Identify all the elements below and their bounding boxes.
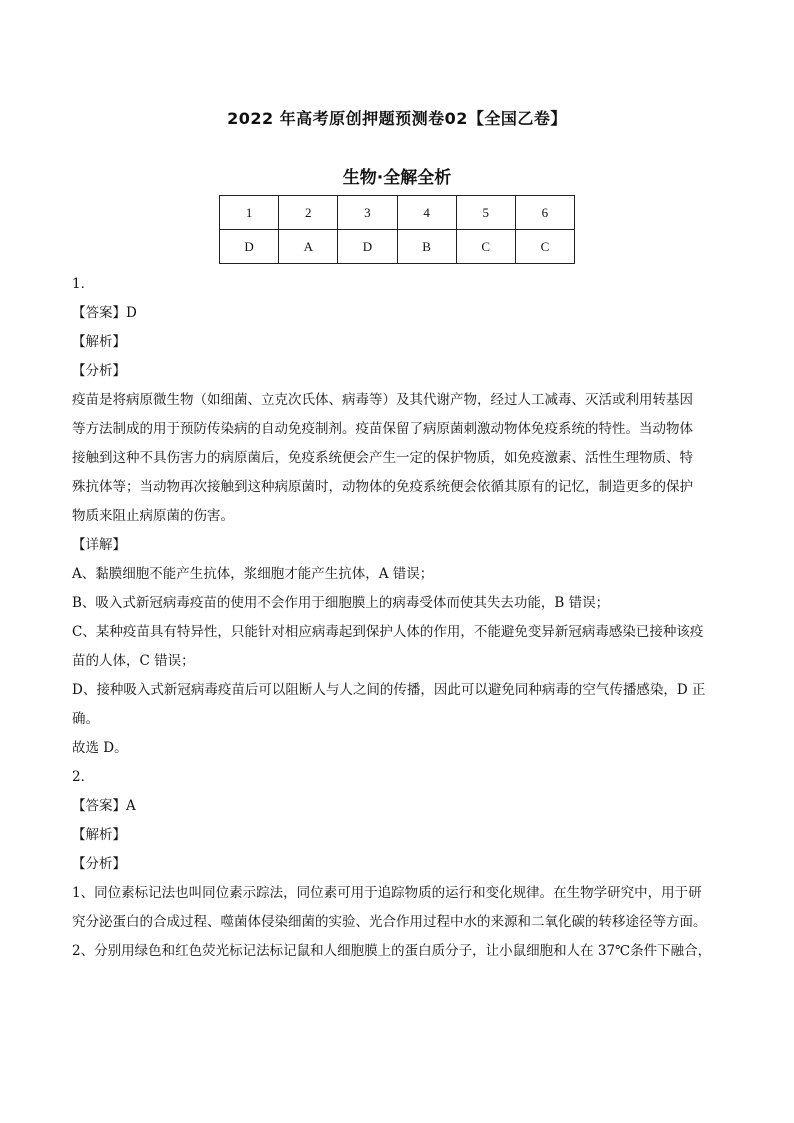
question-number-cell: 1 <box>220 196 279 230</box>
answer-cell: D <box>338 230 397 264</box>
answer-line: 【答案】D <box>72 305 137 321</box>
paragraph-line: 究分泌蛋白的合成过程、噬菌体侵染细菌的实验、光合作用过程中水的来源和二氧化碳的转移途径等方面。 <box>72 914 707 930</box>
section-heading-reasoning: 【分析】 <box>72 856 126 872</box>
question-number-cell: 3 <box>338 196 397 230</box>
option-line: B、吸入式新冠病毒疫苗的使用不会作用于细胞膜上的病毒受体而使其失去功能，B 错误； <box>72 595 610 611</box>
paragraph-line: 物质来阻止病原菌的伤害。 <box>72 508 234 524</box>
answer-cell: A <box>279 230 338 264</box>
paragraph-line: 1、同位素标记法也叫同位素示踪法，同位素可用于追踪物质的运行和变化规律。在生物学研究中，用于研 <box>72 885 702 901</box>
answer-table <box>219 195 575 264</box>
question-number-cell: 5 <box>456 196 515 230</box>
option-line: 确。 <box>72 711 99 727</box>
answer-table-number-row <box>220 196 575 230</box>
paragraph-line: 疫苗是将病原微生物（如细菌、立克次氏体、病毒等）及其代谢产物，经过人工减毒、灭活或利用转基因 <box>72 392 693 408</box>
answer-cell: C <box>456 230 515 264</box>
option-line: A、黏膜细胞不能产生抗体，浆细胞才能产生抗体，A 错误； <box>72 566 434 582</box>
question-number: 1． <box>72 276 95 292</box>
paragraph-line: 等方法制成的用于预防传染病的自动免疫制剂。疫苗保留了病原菌刺激动物体免疫系统的特性。当动物体 <box>72 421 693 437</box>
question-number: 2． <box>72 769 95 785</box>
document-subtitle: 生物·全解全析 <box>342 168 452 188</box>
option-line: C、某种疫苗具有特异性，只能针对相应病毒起到保护人体的作用，不能避免变异新冠病毒感染已接种该疫 <box>72 624 704 640</box>
option-line: 苗的人体，C 错误； <box>72 653 195 669</box>
document-title: 2022 年高考原创押题预测卷02【全国乙卷】 <box>227 109 567 128</box>
answer-cell: B <box>397 230 456 264</box>
option-line: D、接种吸入式新冠病毒疫苗后可以阻断人与人之间的传播，因此可以避免同种病毒的空气传播感染，D 正 <box>72 682 706 698</box>
question-number-cell: 2 <box>279 196 338 230</box>
conclusion-line: 故选 D。 <box>72 740 128 756</box>
section-heading-analysis: 【解析】 <box>72 334 126 350</box>
answer-cell: D <box>220 230 279 264</box>
paragraph-line: 殊抗体等；当动物再次接触到这种病原菌时，动物体的免疫系统便会依循其原有的记忆，制造更多的保护 <box>72 479 693 495</box>
answer-line: 【答案】A <box>72 798 136 814</box>
question-number-cell: 4 <box>397 196 456 230</box>
section-heading-details: 【详解】 <box>72 537 126 553</box>
question-number-cell: 6 <box>515 196 574 230</box>
answer-table-answer-row <box>220 230 575 264</box>
section-heading-reasoning: 【分析】 <box>72 363 126 379</box>
answer-cell: C <box>515 230 574 264</box>
paragraph-line: 接触到这种不具伤害力的病原菌后，免疫系统便会产生一定的保护物质，如免疫激素、活性生理物质、特 <box>72 450 693 466</box>
solution-body <box>72 270 732 966</box>
paragraph-line: 2、分别用绿色和红色荧光标记法标记鼠和人细胞膜上的蛋白质分子，让小鼠细胞和人在 37℃条件下融合， <box>72 943 712 959</box>
section-heading-analysis: 【解析】 <box>72 827 126 843</box>
